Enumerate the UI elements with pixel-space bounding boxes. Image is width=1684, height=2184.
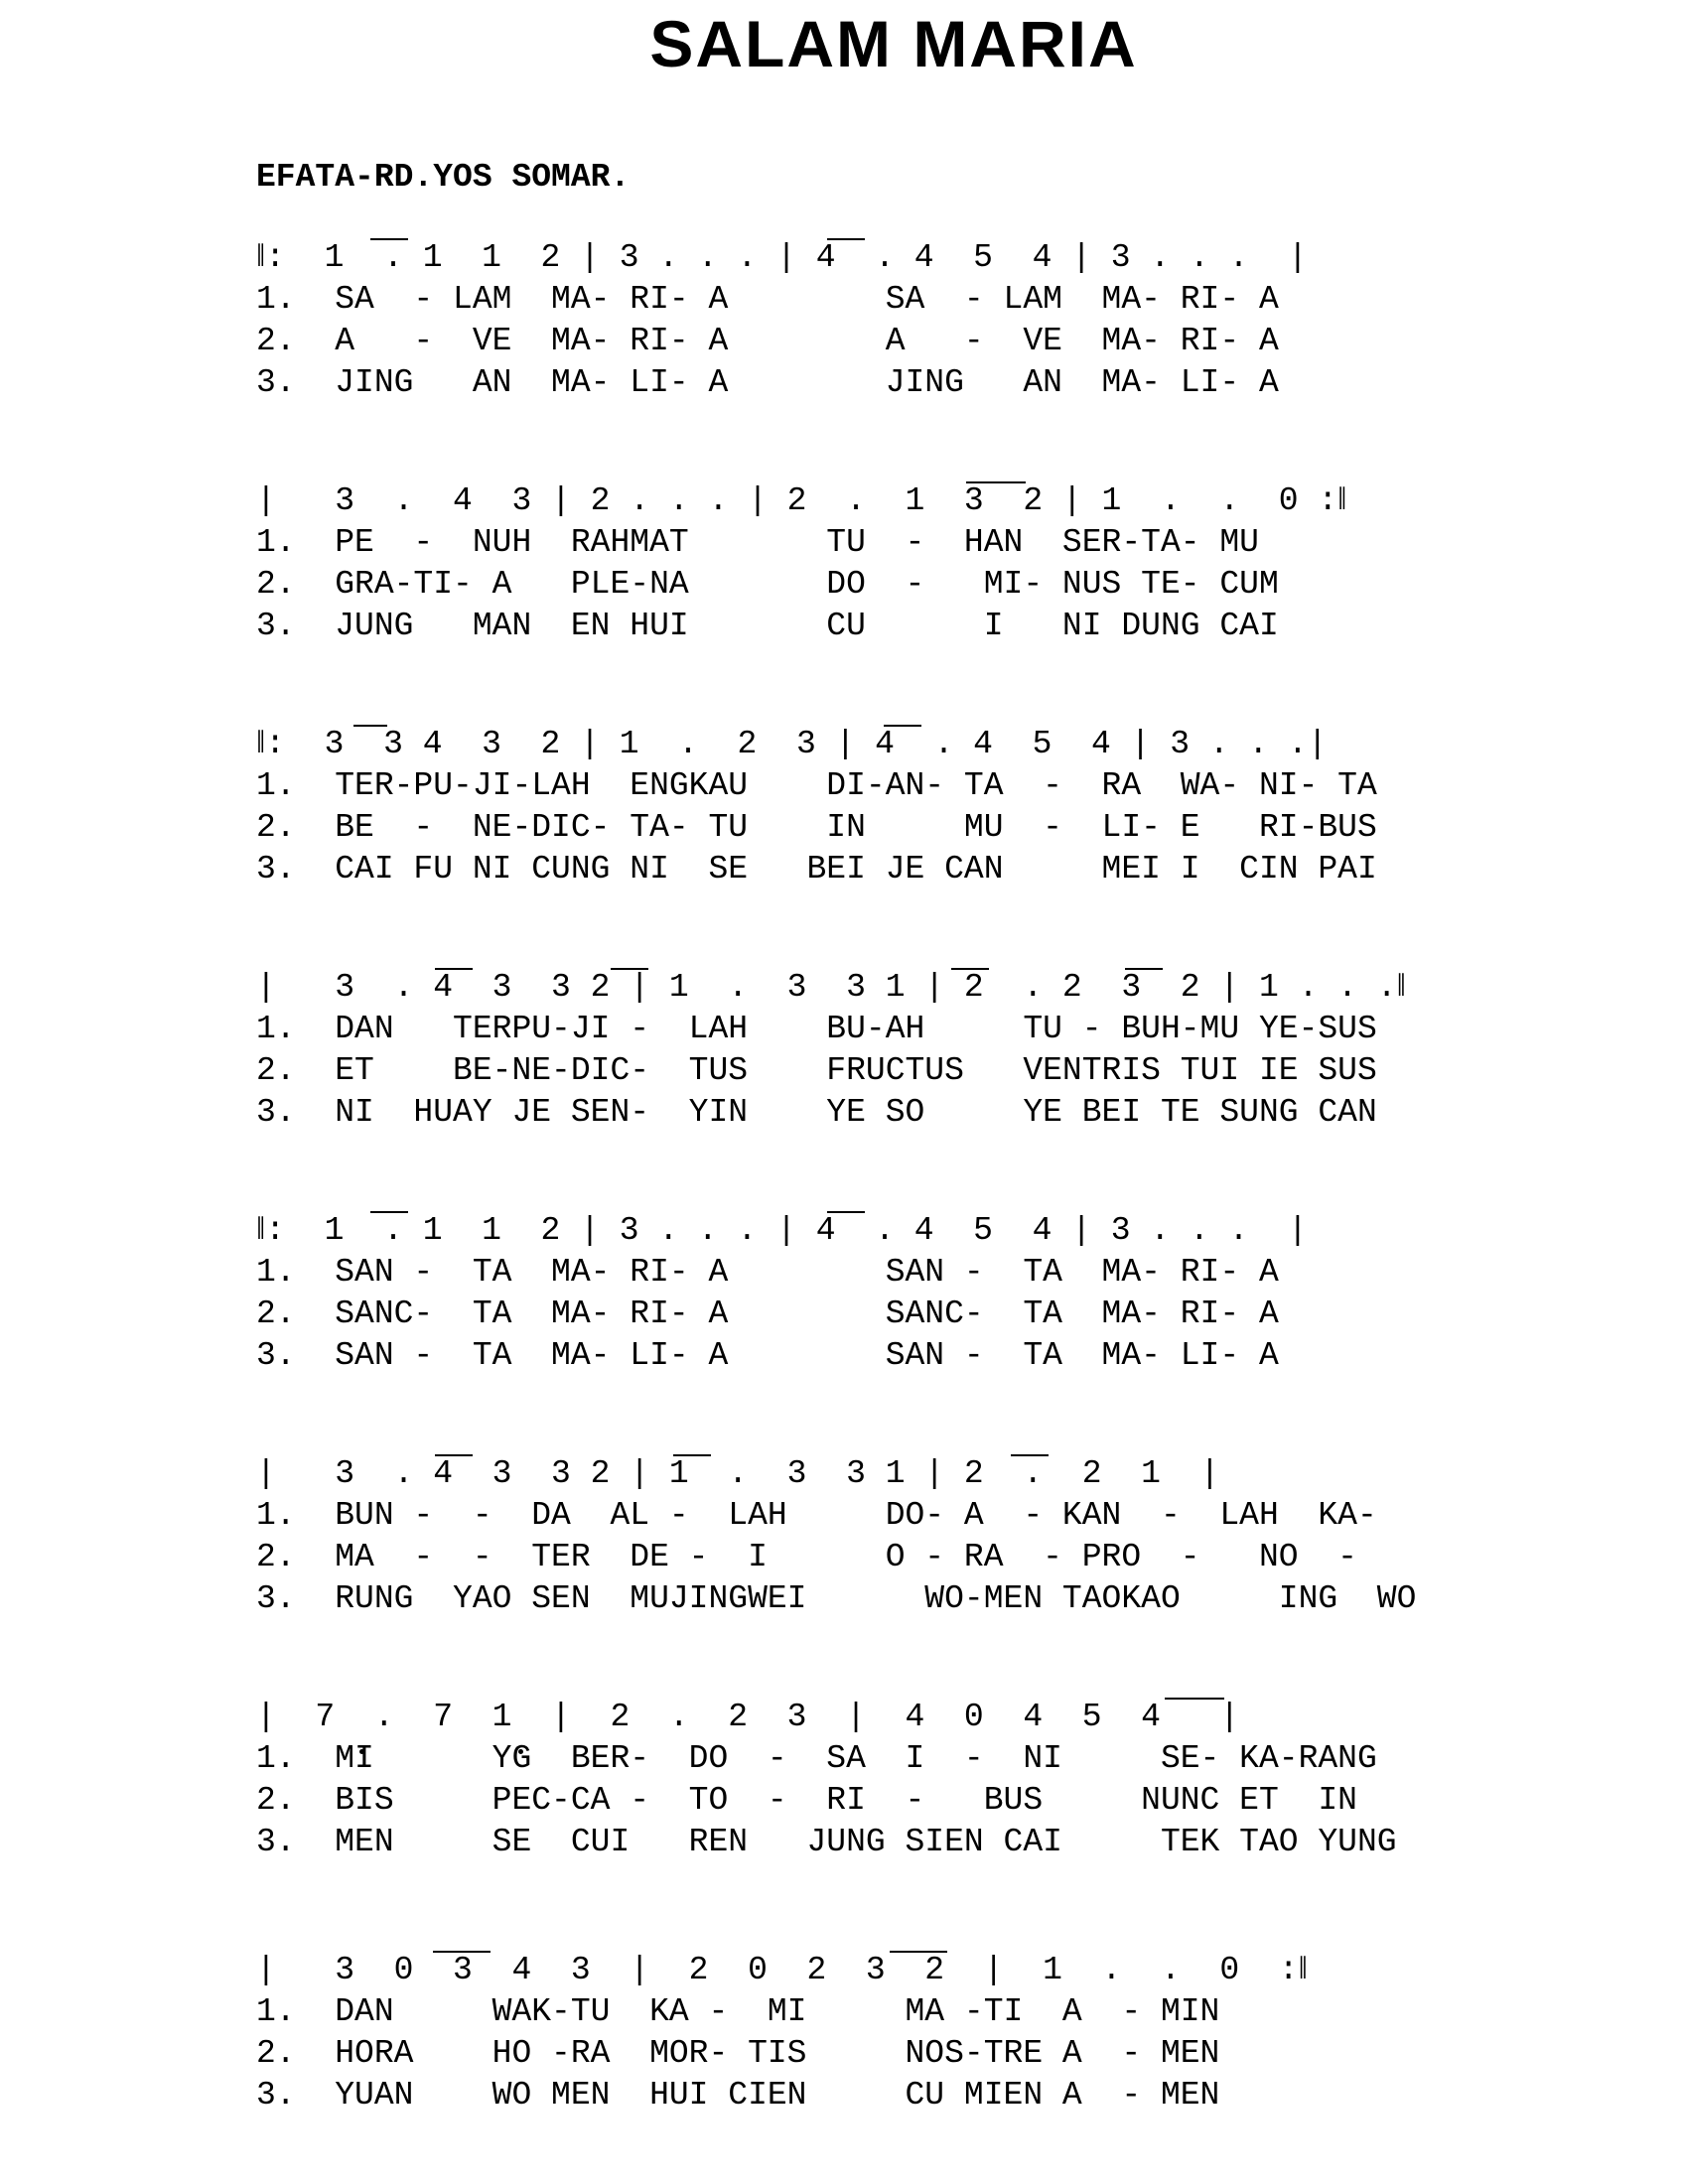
notation-line: | 3 . 4 3 3 2 | 1 . 3 3 1 | 2 . 2 3 2 | 1 . . .‖	[256, 969, 1406, 1006]
notation-line: ‖: 1 . 1 1 2 | 3 . . . | 4 . 4 5 4 | 3 . . . |	[256, 1212, 1308, 1249]
notation-line: | 3 . 4 3 | 2 . . . | 2 . 1 3 2 | 1 . . 0 :‖	[256, 482, 1347, 519]
verse-2-lyrics: 2. ET BE-NE-DIC- TUS FRUCTUS VENTRIS TUI IE SUS	[256, 1052, 1377, 1089]
composer-credit: EFATA-RD.YOS SOMAR.	[256, 159, 631, 196]
verse-1-lyrics: 1. SA - LAM MA- RI- A SA - LAM MA- RI- A	[256, 281, 1279, 318]
verse-2-lyrics: 2. MA - - TER DE - I O - RA - PRO - NO -	[256, 1539, 1357, 1575]
song-title: SALAM MARIA	[649, 7, 1138, 80]
verse-2-lyrics: 2. GRA-TI- A PLE-NA DO - MI- NUS TE- CUM	[256, 566, 1279, 603]
verse-2-lyrics: 2. A - VE MA- RI- A A - VE MA- RI- A	[256, 323, 1279, 359]
verse-3-lyrics: 3. SAN - TA MA- LI- A SAN - TA MA- LI- A	[256, 1337, 1279, 1374]
verse-1-lyrics: 1. TER-PU-JI-LAH ENGKAU DI-AN- TA - RA WA- NI- TA	[256, 767, 1377, 804]
verse-1-lyrics: 1. SAN - TA MA- RI- A SAN - TA MA- RI- A	[256, 1254, 1279, 1291]
notation-line: | 3 0 3 4 3 | 2 0 2 3 2 | 1 . . 0 :‖	[256, 1952, 1308, 1988]
verse-1-lyrics: 1. BUN - - DA AL - LAH DO- A - KAN - LAH KA-	[256, 1497, 1377, 1534]
verse-2-lyrics: 2. BIS PEC-CA - TO - RI - BUS NUNC ET IN	[256, 1782, 1357, 1819]
verse-3-lyrics: 3. MEN SE CUI REN JUNG SIEN CAI TEK TAO YUNG	[256, 1824, 1397, 1860]
verse-1-lyrics: 1. MI YG BER- DO - SA I - NI SE- KA-RANG	[256, 1740, 1377, 1777]
verse-3-lyrics: 3. JING AN MA- LI- A JING AN MA- LI- A	[256, 364, 1279, 401]
verse-2-lyrics: 2. SANC- TA MA- RI- A SANC- TA MA- RI- A	[256, 1296, 1279, 1332]
notation-line: | 7 . 7 1 | 2 . 2 3 | 4 0 4 5 4 |	[256, 1699, 1240, 1735]
verse-3-lyrics: 3. CAI FU NI CUNG NI SE BEI JE CAN MEI I CIN PAI	[256, 851, 1377, 887]
notation-line: ‖: 3 3 4 3 2 | 1 . 2 3 | 4 . 4 5 4 | 3 . . .|	[256, 726, 1328, 762]
verse-1-lyrics: 1. DAN TERPU-JI - LAH BU-AH TU - BUH-MU YE-SUS	[256, 1011, 1377, 1047]
verse-1-lyrics: 1. DAN WAK-TU KA - MI MA -TI A - MIN	[256, 1993, 1220, 2030]
verse-3-lyrics: 3. YUAN WO MEN HUI CIEN CU MIEN A - MEN	[256, 2077, 1220, 2114]
verse-2-lyrics: 2. BE - NE-DIC- TA- TU IN MU - LI- E RI-BUS	[256, 809, 1377, 846]
verse-2-lyrics: 2. HORA HO -RA MOR- TIS NOS-TRE A - MEN	[256, 2035, 1220, 2072]
verse-1-lyrics: 1. PE - NUH RAHMAT TU - HAN SER-TA- MU	[256, 524, 1259, 561]
notation-line: ‖: 1 . 1 1 2 | 3 . . . | 4 . 4 5 4 | 3 . . . |	[256, 239, 1308, 276]
verse-3-lyrics: 3. JUNG MAN EN HUI CU I NI DUNG CAI	[256, 608, 1279, 644]
verse-3-lyrics: 3. NI HUAY JE SEN- YIN YE SO YE BEI TE SUNG CAN	[256, 1094, 1377, 1131]
verse-3-lyrics: 3. RUNG YAO SEN MUJINGWEI WO-MEN TAOKAO ING WO	[256, 1580, 1417, 1617]
notation-line: | 3 . 4 3 3 2 | 1 . 3 3 1 | 2 . 2 1 |	[256, 1455, 1220, 1492]
